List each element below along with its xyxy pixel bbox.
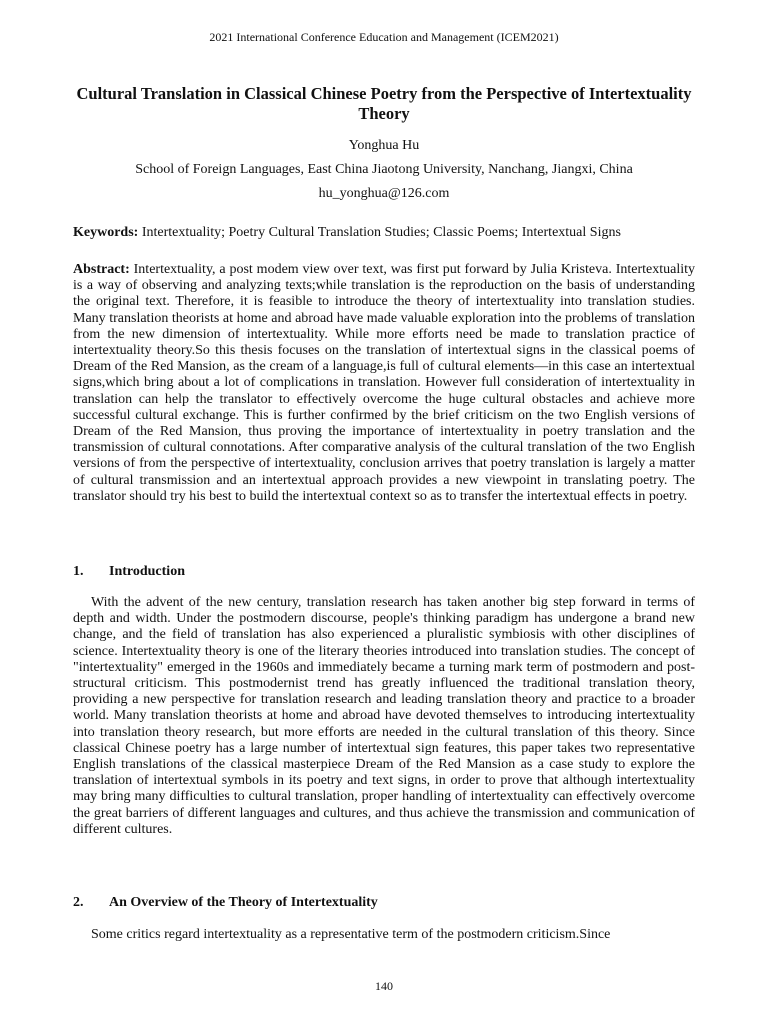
keywords-label: Keywords: bbox=[73, 225, 139, 240]
section-number: 2. bbox=[73, 895, 84, 910]
author-name: Yonghua Hu bbox=[348, 138, 420, 153]
abstract-text: Intertextuality, a post modem view over text, was first put forward by Julia Kristeva. Intertextuality is a way of observing and analyzing texts;while translation is the reproduction on the basis of understanding the original text. Therefore, it is feasible to introduce the theory of intertextuality into translation studies. Many translation theorists at home and abroad have made valuable exploration into the problems of translation from the new dimension of intertextuality. While more efforts need be made to translation practice of intertextuality theory.So this thesis focuses on the translation of intertextual signs in the classical poems of Dream of the Red Mansion, as the cream of a language,is full of cultural elements—in this case an intertextual signs,which bring about a lot of complications in translation. However full consideration of intertextuality in translation can help the translator to effectively overcome the huge cultural obstacles and achieve more successful cultural exchange. This is further confirmed by the brief criticism on the two English versions of Dream of the Red Mansion, thus proving the importance of intertextuality in poetry translation and the transmission of cultural connotations. After comparative analysis of the cultural translation of the two English versions of from the perspective of intertextuality, conclusion arrives that poetry translation is largely a matter of cultural transmission and an intertextual approach provides a new viewpoint in translating poetry. The translator should try his best to build the intertextual context so as to transfer the intertextual effects in poetry. bbox=[73, 262, 695, 504]
introduction-paragraph: With the advent of the new century, translation research has taken another big step forward in terms of depth and width. Under the postmodern discourse, people's thinking paradigm has undergone a brand new change, and the field of translation has also experienced a pluralistic symbiosis with other disciplines of science. Intertextuality theory is one of the literary theories introduced into translation studies. The concept of "intertextuality" emerged in the 1960s and immediately became a turning mark term of postmodern and post-structural criticism. This postmodernist trend has greatly influenced the traditional translation theory, providing a new perspective for translation research and leading translation theory and practice to a broader world. Many translation theorists at home and abroad have devoted themselves to introducing intertextuality into translation theory research, but more efforts are needed in the cultural translation of this theory. Since classical Chinese poetry has a large number of intertextual sign features, this paper takes two representative English translations of the classical masterpiece Dream of the Red Mansion as a case study to explore the translation of intertextual symbols in its poetry and text signs, in order to prove that although intertextuality may bring many difficulties to cultural translation, proper handling of intertextuality can effectively overcome the great barriers of different languages and cultures, and thus achieve the transmission and communication of different cultures. bbox=[73, 595, 695, 837]
section-heading-overview bbox=[73, 894, 695, 911]
keywords-text: Intertextuality; Poetry Cultural Translation Studies; Classic Poems; Intertextual Signs bbox=[141, 225, 621, 240]
overview-paragraph: Some critics regard intertextuality as a representative term of the postmodern criticism.Since bbox=[91, 927, 611, 942]
paper-title: Cultural Translation in Classical Chinese Poetry from the Perspective of Intertextuality Theory bbox=[76, 84, 692, 123]
section-title: Introduction bbox=[109, 564, 185, 579]
abstract-label: Abstract: bbox=[73, 262, 130, 277]
keywords-line bbox=[73, 224, 695, 241]
author-email: hu_yonghua@126.com bbox=[318, 186, 450, 201]
section-heading-introduction bbox=[73, 563, 695, 580]
abstract-block bbox=[73, 262, 695, 505]
section-number: 1. bbox=[73, 564, 84, 579]
section-title: An Overview of the Theory of Intertextuality bbox=[109, 895, 378, 910]
page-number: 140 bbox=[375, 979, 393, 993]
author-affiliation: School of Foreign Languages, East China Jiaotong University, Nanchang, Jiangxi, China bbox=[135, 162, 633, 177]
conference-running-head: 2021 International Conference Education and Management (ICEM2021) bbox=[209, 30, 559, 44]
